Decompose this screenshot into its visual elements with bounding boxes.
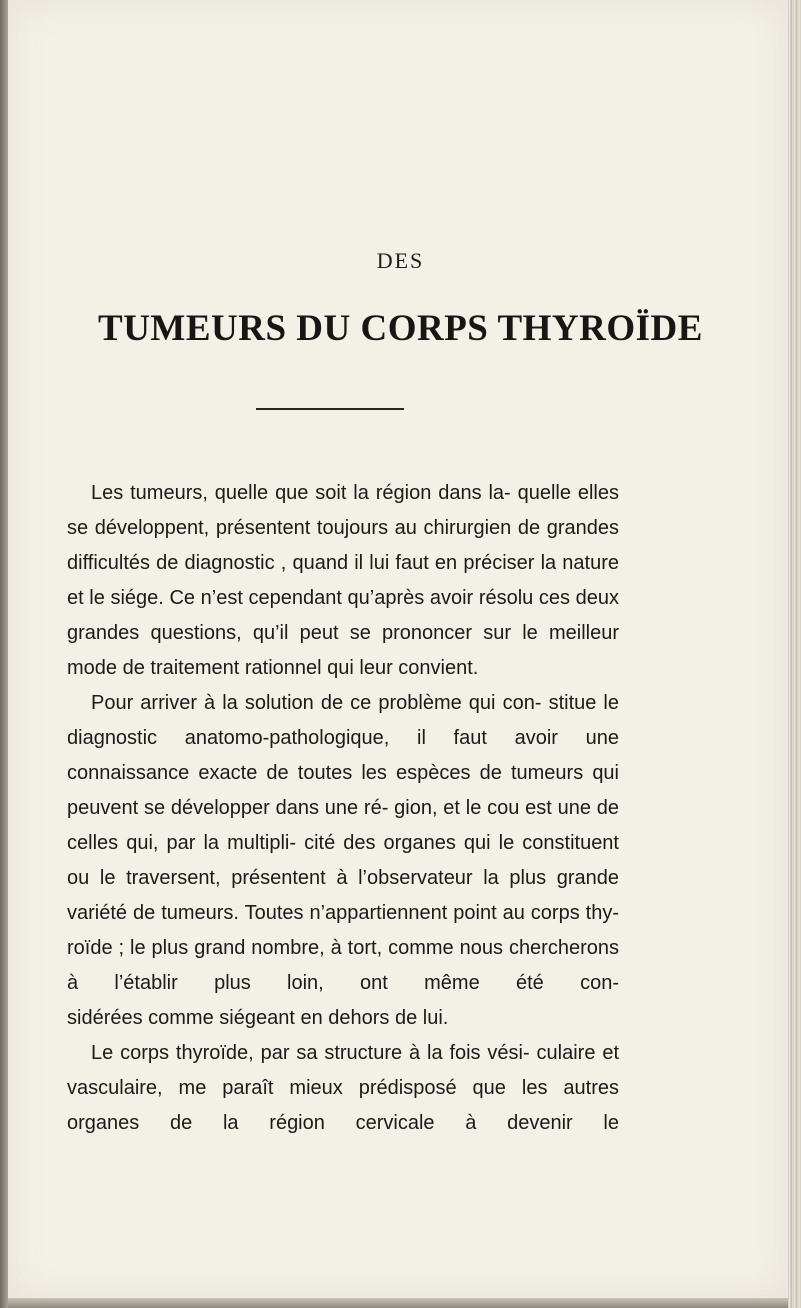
text-line: roïde ; le plus grand nombre, à tort, comme nous	[67, 937, 503, 959]
text-line: stitue le diagnostic anatomo-pathologique, il faut	[67, 692, 619, 749]
text-line: les autres organes de la région cervicale à devenir le	[67, 1077, 619, 1134]
text-line: cependant qu’après avoir résolu ces deux grandes	[67, 587, 620, 644]
text-line: présentent à l’observateur la plus grande variété de	[67, 867, 620, 924]
text-line: Les tumeurs, quelle que soit la région dans la-	[91, 482, 511, 504]
text-line: chirurgien de grandes difficultés de diagnostic , quand	[67, 517, 619, 574]
text-line: quelle elles se développent, présentent toujours au	[67, 482, 619, 539]
text-line: culaire et vasculaire, me paraît mieux prédisposé que	[67, 1042, 619, 1099]
text-line: Pour arriver à la solution de ce problème qui con-	[91, 692, 542, 714]
text-line: chercherons à l’établir plus loin, ont même été con-	[67, 937, 619, 994]
text-line: sidérées comme siégeant en dehors de lui.	[67, 1007, 449, 1029]
title-divider	[256, 408, 404, 410]
paragraph-1-end	[67, 651, 619, 686]
text-line: Le corps thyroïde, par sa structure à la fois vési-	[91, 1042, 530, 1064]
text-line: mode de traitement rationnel qui leur convient.	[67, 657, 479, 679]
text-line: tumeurs. Toutes n’appartiennent point au corps thy-	[161, 902, 619, 924]
text-line: avoir une connaissance exacte de toutes les espèces	[67, 727, 620, 784]
body-text	[67, 476, 619, 1141]
text-line: gion, et le cou est une de celles qui, par la multipli-	[67, 797, 620, 854]
paragraph-1	[67, 476, 619, 651]
text-line: il lui faut en préciser la nature et le siége. Ce n’est	[67, 552, 620, 609]
text-line: questions, qu’il peut se prononcer sur le meilleur	[150, 622, 619, 644]
page-bottom-edge	[8, 1298, 788, 1308]
page-title: TUMEURS DU CORPS THYROÏDE	[98, 308, 703, 349]
paragraph-3	[67, 1036, 619, 1141]
binding-edge	[0, 0, 8, 1308]
text-line: de tumeurs qui peuvent se développer dans une ré-	[67, 762, 620, 819]
pre-title: DES	[376, 248, 425, 273]
paragraph-2-end	[67, 1001, 619, 1036]
text-line: cité des organes qui le constituent ou le traversent,	[67, 832, 619, 889]
paragraph-2	[67, 686, 619, 1001]
page-stack-edge	[788, 0, 801, 1308]
